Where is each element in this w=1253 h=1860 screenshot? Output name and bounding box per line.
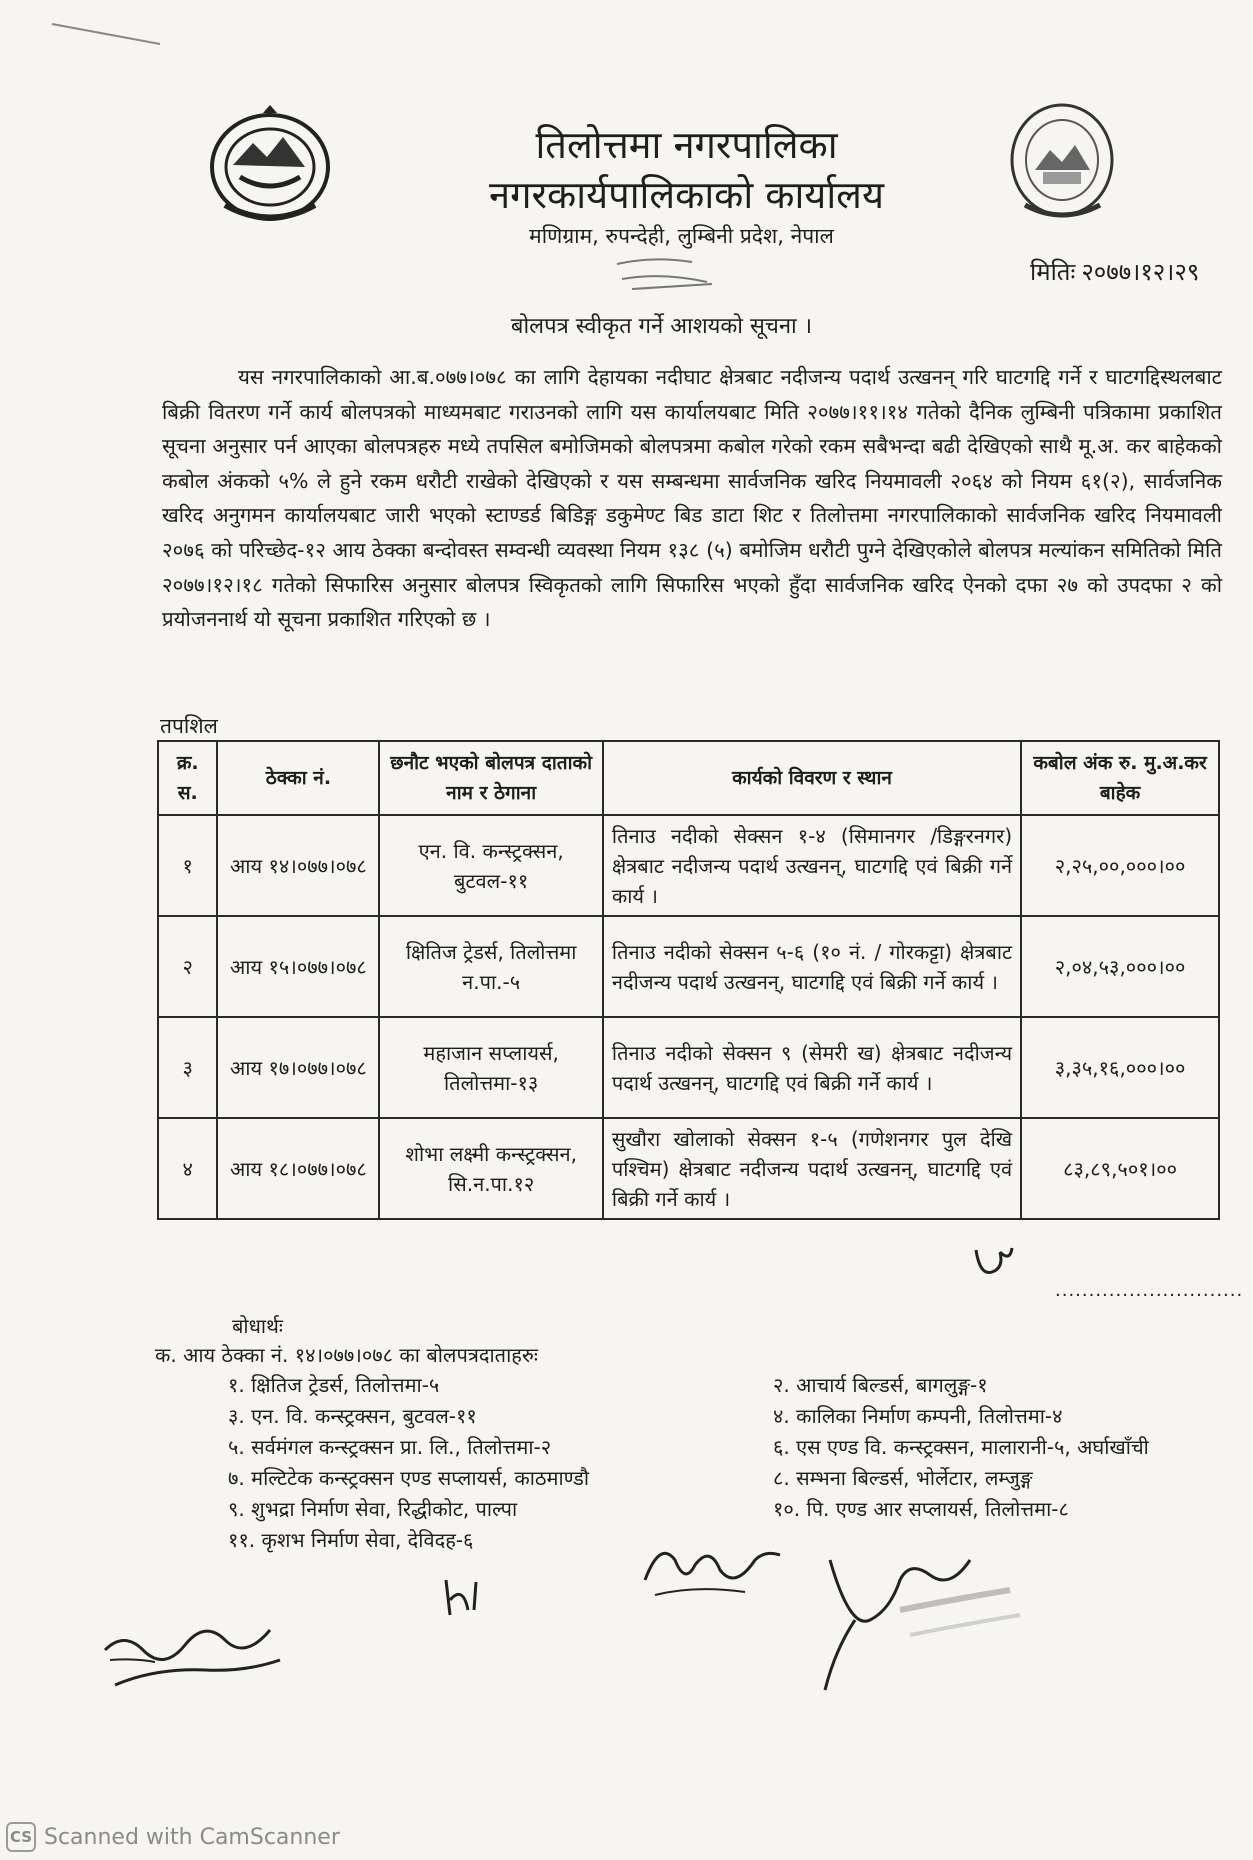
cell-bidder: महाजान सप्लायर्स, तिलोत्तमा-१३	[379, 1017, 602, 1118]
table-row	[158, 916, 1219, 1017]
table-row	[158, 815, 1219, 916]
cell-contract-no: आय १४।०७७।०७८	[217, 815, 379, 916]
cell-contract-no: आय १८।०७७।०७८	[217, 1118, 379, 1219]
notice-title: बोलपत्र स्वीकृत गर्ने आशयको सूचना ।	[510, 314, 813, 339]
cell-sn: ३	[158, 1017, 217, 1118]
header-contract-no: ठेक्का नं.	[217, 741, 379, 815]
cell-bidder: एन. वि. कन्स्ट्रक्सन, बुटवल-११	[379, 815, 602, 916]
cell-contract-no: आय १७।०७७।०७८	[217, 1017, 379, 1118]
cell-sn: २	[158, 916, 217, 1017]
cell-bidder: शोभा लक्ष्मी कन्स्ट्रक्सन, सि.न.पा.१२	[379, 1118, 602, 1219]
office-stamp-mark	[612, 254, 732, 294]
list-item: ६. एस एण्ड वि. कन्स्ट्रक्सन, मालारानी-५, अर्घाखाँची	[773, 1435, 1149, 1459]
list-item: ९. शुभद्रा निर्माण सेवा, रिद्धीकोट, पाल्पा	[228, 1497, 518, 1521]
list-item: १०. पि. एण्ड आर सप्लायर्स, तिलोत्तमा-८	[773, 1497, 1069, 1521]
pen-mark	[50, 20, 170, 48]
cell-sn: ४	[158, 1118, 217, 1219]
organization-name: तिलोत्तमा नगरपालिका	[535, 123, 838, 167]
official-signature-with-stamp	[810, 1540, 1040, 1705]
list-item: ११. कृशभ निर्माण सेवा, देविदह-६	[228, 1528, 474, 1552]
signature-dotted-line: ............................	[1055, 1280, 1244, 1301]
bidders-heading: क. आय ठेक्का नं. १४।०७७।०७८ का बोलपत्रदाताहरुः	[155, 1343, 538, 1367]
list-item: ४. कालिका निर्माण कम्पनी, तिलोत्तमा-४	[773, 1404, 1063, 1428]
header-description: कार्यको विवरण र स्थान	[603, 741, 1021, 815]
table-row	[158, 1118, 1219, 1219]
header-sn: क्र. स.	[158, 741, 217, 815]
accepted-bids-table	[157, 740, 1220, 1220]
cell-description: सुखौरा खोलाको सेक्सन १-५ (गणेशनगर पुल देखि पश्चिम) क्षेत्रबाट नदीजन्य पदार्थ उत्खनन्, घाटगद्दि एवं बिक्री गर्ने कार्य ।	[603, 1118, 1021, 1219]
handwritten-signature	[635, 1530, 785, 1610]
cell-amount: ३,३५,१६,०००।००	[1021, 1017, 1219, 1118]
date-label: मितिः	[1030, 258, 1076, 286]
cell-description: तिनाउ नदीको सेक्सन १-४ (सिमानगर /डिङ्गरनगर) क्षेत्रबाट नदीजन्य पदार्थ उत्खनन्, घाटगद्दि एवं बिक्री गर्ने कार्य ।	[603, 815, 1021, 916]
cell-contract-no: आय १५।०७७।०७८	[217, 916, 379, 1017]
camscanner-text: Scanned with CamScanner	[44, 1824, 340, 1850]
bidders-list-left	[228, 1370, 589, 1556]
tapsil-label: तपशिल	[160, 714, 218, 738]
date-value: २०७७।१२।२९	[1081, 258, 1200, 286]
office-name: नगरकार्यपालिकाको कार्यालय	[489, 173, 884, 217]
initial-signature	[970, 1242, 1018, 1282]
bidders-list-right	[773, 1370, 1149, 1525]
list-item: ३. एन. वि. कन्स्ट्रक्सन, बुटवल-११	[228, 1404, 477, 1428]
cell-amount: २,०४,५३,०००।००	[1021, 916, 1219, 1017]
table-header-row	[158, 741, 1219, 815]
table-row	[158, 1017, 1219, 1118]
cell-sn: १	[158, 815, 217, 916]
list-item: ५. सर्वमंगल कन्स्ट्रक्सन प्रा. लि., तिलोत्तमा-२	[228, 1435, 552, 1459]
handwritten-signature	[95, 1590, 295, 1700]
header-bidder: छनौट भएको बोलपत्र दाताको नाम र ठेगाना	[379, 741, 602, 815]
notice-body-paragraph: यस नगरपालिकाको आ.ब.०७७।०७८ का लागि देहायका नदीघाट क्षेत्रबाट नदीजन्य पदार्थ उत्खनन् गरि घाटगद्दि गर्ने र घाटगद्दिस्थलबाट बिक्री वितरण गर्ने कार्य बोलपत्रको माध्यमबाट गराउनको लागि यस कार्यालयबाट मिति २०७७।११।१४ गतेको दैनिक लुम्बिनी पत्रिकामा प्रकाशित सूचना अनुसार पर्न आएका बोलपत्रहरु मध्ये तपसिल बमोजिमको बोलपत्रमा कबोल गरेको रकम सबैभन्दा बढी देखिएको साथै मू.अ. कर बाहेकको कबोल अंकको ५% ले हुने रकम धरौटी राखेको देखिएको र यस सम्बन्धमा सार्वजनिक खरिद नियमावली २०६४ को नियम ६१(२), सार्वजनिक खरिद अनुगमन कार्यालयबाट जारी भएको स्टाण्डर्ड बिडिङ्ग डकुमेण्ट बिड डाटा शिट र तिलोत्तमा नगरपालिकाको सार्वजनिक खरिद नियमावली २०७६ को परिच्छेद-१२ आय ठेक्का बन्दोवस्त सम्वन्धी व्यवस्था नियम १३८ (५) बमोजिम धरौटी पुग्ने देखिएकोले बोलपत्र मल्यांकन समितिको मिति २०७७।१२।१८ गतेको सिफारिस अनुसार बोलपत्र स्विकृतको लागि सिफारिस भएको हुँदा सार्वजनिक खरिद ऐनको दफा २७ को उपदफा २ को प्रयोजननार्थ यो सूचना प्रकाशित गरिएको छ ।	[162, 365, 1222, 632]
cell-amount: २,२५,००,०००।००	[1021, 815, 1219, 916]
list-item: ८. सम्भना बिल्डर्स, भोर्लेटार, लम्जुङ्ग	[773, 1466, 1033, 1490]
cell-description: तिनाउ नदीको सेक्सन ५-६ (१० नं. / गोरकट्टा) क्षेत्रबाट नदीजन्य पदार्थ उत्खनन्, घाटगद्दि एवं बिक्री गर्ने कार्य ।	[603, 916, 1021, 1017]
list-item: ७. मल्टिटेक कन्स्ट्रक्सन एण्ड सप्लायर्स, काठमाण्डौ	[228, 1466, 590, 1490]
cell-description: तिनाउ नदीको सेक्सन ९ (सेमरी ख) क्षेत्रबाट नदीजन्य पदार्थ उत्खनन्, घाटगद्दि एवं बिक्री गर्ने कार्य ।	[603, 1017, 1021, 1118]
camscanner-icon: CS	[6, 1822, 36, 1852]
cell-bidder: क्षितिज ट्रेडर्स, तिलोत्तमा न.पा.-५	[379, 916, 602, 1017]
header-amount: कबोल अंक रु. मु.अ.कर बाहेक	[1021, 741, 1219, 815]
list-item: २. आचार्य बिल्डर्स, बागलुङ्ग-१	[773, 1373, 988, 1397]
camscanner-watermark	[6, 1822, 340, 1852]
notice-date	[1030, 255, 1199, 288]
cell-amount: ८३,८९,५०१।००	[1021, 1118, 1219, 1219]
bodhartha-label: बोधार्थः	[232, 1314, 283, 1338]
handwritten-initial	[438, 1570, 488, 1625]
list-item: १. क्षितिज ट्रेडर्स, तिलोत्तमा-५	[228, 1373, 440, 1397]
office-address: मणिग्राम, रुपन्देही, लुम्बिनी प्रदेश, नेपाल	[529, 224, 834, 248]
